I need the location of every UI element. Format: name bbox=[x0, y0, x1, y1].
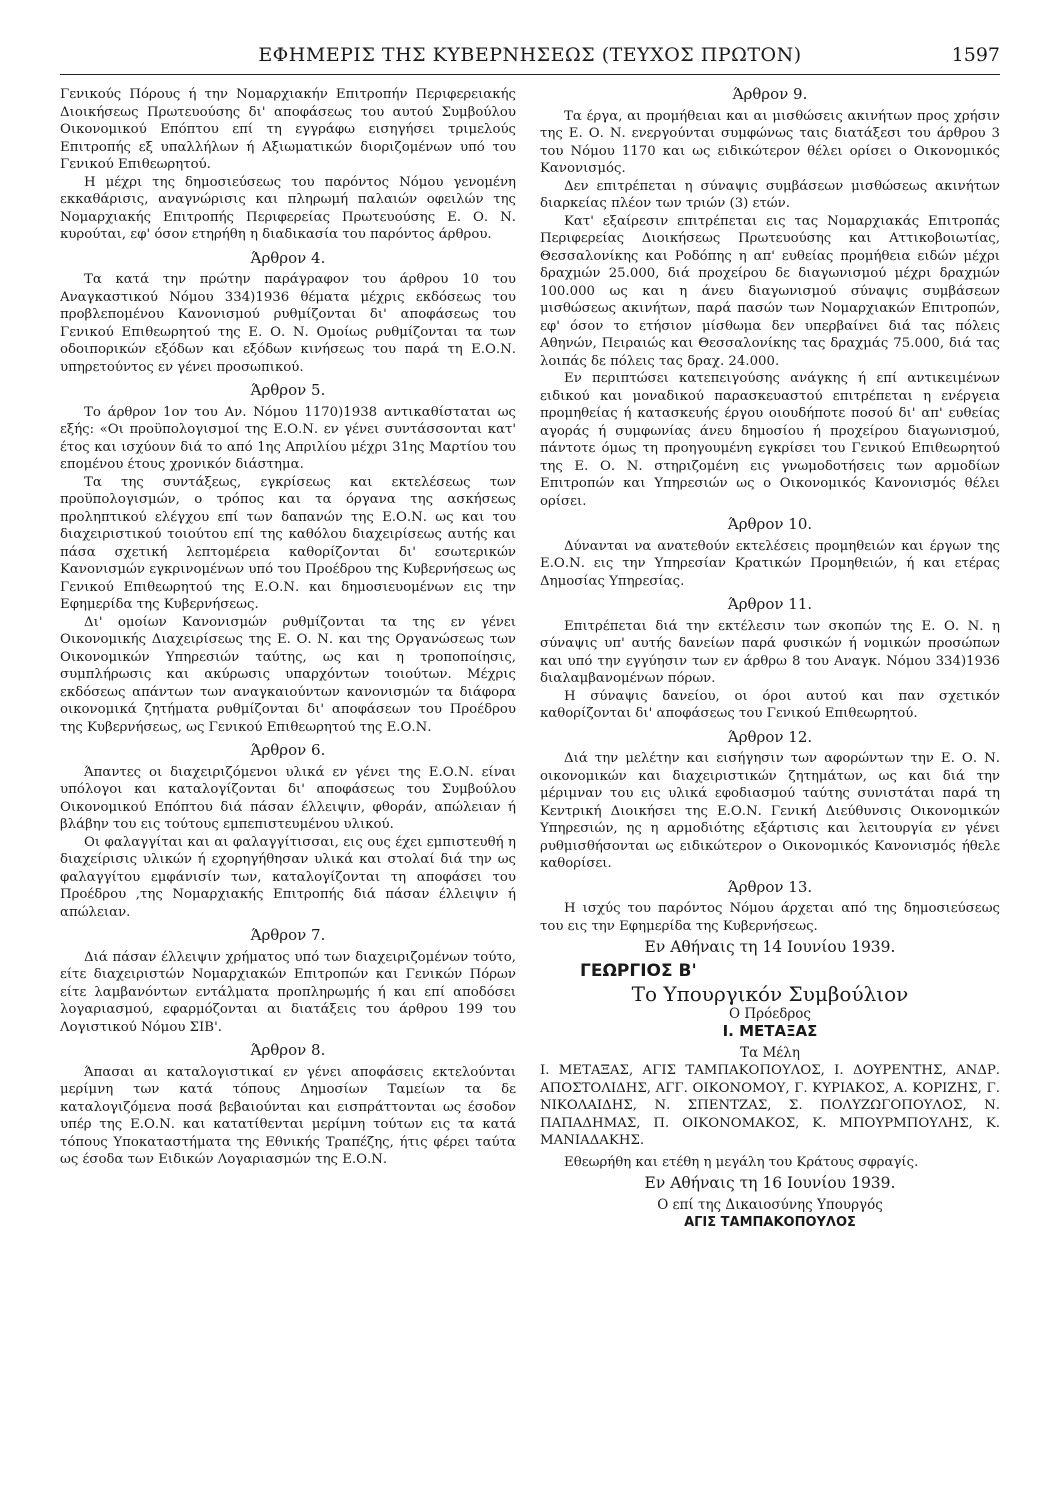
article-heading: Άρθρον 9. bbox=[732, 85, 808, 103]
paragraph: Άπαντες οι διαχειριζόμενοι υλικά εν γένει της Ε.Ο.Ν. είναι υπόλογοι και καταλογίζονται δι' αποφάσεως του Συμβούλου Οικονομικού Επόπτου διά πάσαν έλλειψιν, φθοράν, απώλειαν ή βλάβην του εις τούτους εμπεπιστευμένου υλικού. bbox=[60, 764, 516, 832]
seal-note: Εθεωρήθη και ετέθη η μεγάλη του Κράτους σφραγίς. bbox=[564, 1154, 919, 1170]
paragraph: Κατ' εξαίρεσιν επιτρέπεται εις τας Νομαρχιακάς Επιτροπάς Περιφερείας Διοικήσεως Πρωτευούσης και Αττικοβοιωτίας, Θεσσαλονίκης και Ροδόπης η απ' ευθείας προμήθεια ειδών μέχρι δραχμών 25.000, διά προχείρου δε διαγωνισμού μέχρι δραχμών 100.000 ως και η άνευ διαγωνισμού σύναψις συμβάσεων μισθώσεως ακινήτων, παρά πασών των Νομαρχιακών Επιτροπών, εφ' όσον το ετήσιον μίσθωμα δεν υπερβαίνει διά τας πόλεις Αθηνών, Πειραιώς και Θεσσαλονίκης τας δραχμάς 75.000, διά τας λοιπάς δε πόλεις τας δραχ. 24.000. bbox=[540, 213, 1000, 369]
enactment-date: Εν Αθήναις τη 14 Ιουνίου 1939. bbox=[644, 938, 896, 956]
article-heading: Άρθρον 4. bbox=[250, 248, 326, 267]
paragraph: Τα έργα, αι προμήθειαι και αι μισθώσεις ακινήτων προς χρήσιν της Ε. Ο. Ν. ενεργούνται συμφώνως ταις διατάξεσι του άρθρου 3 του Νόμου 1170 και ως ειδικώτερον θέλει ορίσει ο Οικονομικός Κανονισμός. bbox=[540, 108, 1000, 176]
paragraph: Δι' ομοίων Κανονισμών ρυθμίζονται τα της εν γένει Οικονομικής Διαχειρίσεως της Ε. Ο. Ν. και της Οργανώσεως των Οικονομικών Υπηρεσιών ταύτης, ως και η τροποποίησις, συμπλήρωσις και ακύρωσις υπαρχόντων τοιούτων. Μέχρις εκδόσεως απάντων των αναγκαιούντων κανονισμών τα διάφορα οικονομικά ζητήματα ρυθμίζονται δι' αποφάσεων του Προέδρου της Κυβερνήσεως, ως Γενικού Επιθεωρητού της Ε.Ο.Ν. bbox=[60, 614, 516, 735]
article-heading: Άρθρον 13. bbox=[727, 877, 813, 896]
article-heading: Άρθρον 8. bbox=[250, 1041, 326, 1059]
paragraph: Γενικούς Πόρους ή την Νομαρχιακήν Επιτροπήν Περιφερειακής Διοικήσεως Πρωτευούσης δι' αποφάσεως του αυτού Συμβούλου Οικονομικού Επόπτου επί τη εγγράφω εισηγήσει τριμελούς Επιτροπής εξ υπαλλήλων ή Αξιωματικών διοριζομένων υπό του Γενικού Επιθεωρητού. bbox=[60, 87, 516, 172]
seal-date: Εν Αθήναις τη 16 Ιουνίου 1939. bbox=[644, 1174, 896, 1192]
left-column bbox=[60, 86, 516, 1169]
article-heading: Άρθρον 10. bbox=[727, 515, 813, 533]
president-name: Ι. ΜΕΤΑΞΑΣ bbox=[722, 1022, 818, 1040]
minister-label: Ο επί της Δικαιοσύνης Υπουργός bbox=[657, 1196, 883, 1213]
article-heading: Άρθρον 6. bbox=[250, 741, 326, 759]
members-label: Τα Μέλη bbox=[740, 1044, 800, 1061]
minister-name: ΑΓΙΣ ΤΑΜΠΑΚΟΠΟΥΛΟΣ bbox=[684, 1215, 856, 1230]
president-label: Ο Πρόεδρος bbox=[729, 1005, 811, 1022]
council-heading: Το Υπουργικόν Συμβούλιον bbox=[631, 982, 909, 1006]
article-heading: Άρθρον 11. bbox=[727, 595, 813, 613]
paragraph: Η σύναψις δανείου, οι όροι αυτού και παν σχετικόν καθορίζονται δι' αποφάσεως του Γενικού Επιθεωρητού. bbox=[540, 688, 1000, 721]
article-heading: Άρθρον 12. bbox=[727, 727, 813, 746]
gazette-title: ΕΦΗΜΕΡΙΣ ΤΗΣ ΚΥΒΕΡΝΗΣΕΩΣ (ΤΕΥΧΟΣ ΠΡΩΤΟΝ) bbox=[258, 44, 802, 66]
paragraph: Οι φαλαγγίται και αι φαλαγγίτισσαι, εις ους έχει εμπιστευθή η διαχείρισις υλικών ή εχορηγήθησαν υλικά και στολαί διά την ως φαλαγγίτου εμφάνισίν των, καταλογίζονται τη αποφάσει του Προέδρου ,της Νομαρχιακής Επιτροπής διά πάσαν έλλειψιν ή απώλειαν. bbox=[60, 834, 516, 920]
king-signature: ΓΕΩΡΓΙΟΣ Β' bbox=[580, 960, 697, 981]
right-column bbox=[540, 86, 1000, 1232]
paragraph: Το άρθρον 1ον του Αν. Νόμου 1170)1938 αντικαθίσταται ως εξής: «Οι προϋπολογισμοί της Ε.Ο.Ν. εν γένει συντάσσονται κατ' έτος και ισχύουν διά το από 1ης Απριλίου μέχρι 31ης Μαρτίου του επομένου έτους χρονικόν διάστημα. bbox=[60, 404, 516, 472]
paragraph: Άπασαι αι καταλογιστικαί εν γένει αποφάσεις εκτελούνται μερίμνη των κατά τόπους Δημοσίων Ταμείων τα δε καταλογιζόμενα ποσά βεβαιούνται και εισπράττονται ως έσοδον υπέρ της Ε.Ο.Ν. και κατατίθενται μερίμνη τούτων εις τα κατά τόπους Υποκαταστήματα της Εθνικής Τραπέζης, ήτις φέρει ταύτα ως έσοδα των Ειδικών Λογαριασμών της Ε.Ο.Ν. bbox=[60, 1064, 516, 1167]
header-rule bbox=[60, 74, 1000, 75]
paragraph: Δύνανται να ανατεθούν εκτελέσεις προμηθειών και έργων της Ε.Ο.Ν. εις την Υπηρεσίαν Κρατικών Προμηθειών, ή και ετέρας Δημοσίας Υπηρεσίας. bbox=[540, 538, 1000, 589]
members-list: Ι. ΜΕΤΑΞΑΣ, ΑΓΙΣ ΤΑΜΠΑΚΟΠΟΥΛΟΣ, Ι. ΔΟΥΡΕΝΤΗΣ, ΑΝΔΡ. ΑΠΟΣΤΟΛΙΔΗΣ, ΑΓΓ. ΟΙΚΟΝΟΜΟΥ, Γ. ΚΥΡΙΑΚΟΣ, Α. ΚΟΡΙΖΗΣ, Γ. ΝΙΚΟΛΑΙΔΗΣ, Ν. ΣΠΕΝΤΖΑΣ, Σ. ΠΟΛΥΖΩΓΟΠΟΥΛΟΣ, Ν. ΠΑΠΑΔΗΜΑΣ, Π. ΟΙΚΟΝΟΜΑΚΟΣ, Κ. ΜΠΟΥΡΜΠΟΥΛΗΣ, Κ. ΜΑΝΙΑΔΑΚΗΣ. bbox=[540, 1063, 1000, 1148]
page-number: 1597 bbox=[951, 44, 1000, 66]
paragraph: Τα της συντάξεως, εγκρίσεως και εκτελέσεως των προϋπολογισμών, ο τρόπος και τα όργανα της ασκήσεως προληπτικού ελέγχου επί των δαπανών της Ε.Ο.Ν. ως και του διαχειριστικού τοιούτου επί της καθόλου διαχειρίσεως αυτής και πάσα σχετική λεπτομέρεια καθορίζονται δι' εσωτερικών Κανονισμών εγκρινομένων υπό του Προέδρου της Κυβερνήσεως ως Γενικού Επιθεωρητού της Ε.Ο.Ν. και δημοσιευομένων εις την Εφημερίδα της Κυβερνήσεως. bbox=[60, 474, 516, 612]
paragraph: Η μέχρι της δημοσιεύσεως του παρόντος Νόμου γενομένη εκκαθάρισις, αναγνώρισις και πληρωμή παλαιών οφειλών της Νομαρχιακής Επιτροπής Περιφερείας Πρωτευούσης Ε. Ο. Ν. κυρούται, εφ' όσον ετηρήθη η διαδικασία του παρόντος άρθρου. bbox=[60, 174, 516, 242]
paragraph: Επιτρέπεται διά την εκτέλεσιν των σκοπών της Ε. Ο. Ν. η σύναψις υπ' αυτής δανείων παρά φυσικών ή νομικών προσώπων και υπό την εγγύησιν των εν άρθρω 8 του Αναγκ. Νόμου 334)1936 διαλαμβανομένων πόρων. bbox=[540, 618, 1000, 686]
paragraph: Διά την μελέτην και εισήγησιν των αφορώντων την Ε. Ο. Ν. οικονομικών και διαχειριστικών ζητημάτων, ως και διά την μέριμναν του εις υλικά εφοδιασμού ταύτης συνιστάται παρά τη Κεντρική Διοικήσει της Ε.Ο.Ν. Γενική Διεύθυνσις Οικονομικών Υπηρεσιών, ης η αρμοδιότης εξάρτισις και λειτουργία εν γένει ρυθμισθήσονται ως ειδικώτερον ο Οικονομικός Κανονισμός ήθελε καθορίσει. bbox=[540, 751, 1000, 871]
paragraph: Η ισχύς του παρόντος Νόμου άρχεται από της δημοσιεύσεως του εις την Εφημερίδα της Κυβερνήσεως. bbox=[540, 901, 1000, 934]
article-heading: Άρθρον 5. bbox=[250, 381, 326, 399]
paragraph: Διά πάσαν έλλειψιν χρήματος υπό των διαχειριζομένων τούτο, είτε διαχειριστών Νομαρχιακών Επιτροπών και Γενικών Πόρων είτε λαμβανόντων εντάλματα προπληρωμής ή και επί αποδόσει λογαριασμού, εφαρμόζονται αι διατάξεις του άρθρου 199 του Λογιστικού Νόμου ΣΙΒ'. bbox=[60, 949, 516, 1035]
page-header bbox=[60, 44, 1000, 74]
paragraph: Δεν επιτρέπεται η σύναψις συμβάσεων μισθώσεως ακινήτων διαρκείας πλέον των τριών (3) ετών. bbox=[540, 178, 1000, 211]
paragraph: Τα κατά την πρώτην παράγραφον του άρθρου 10 του Αναγκαστικού Νόμου 334)1936 θέματα μέχρις εκδόσεως του προβλεπομένου Κανονισμού ρυθμίζονται δι' αποφάσεως του Γενικού Επιθεωρητού της Ε. Ο. Ν. Ομοίως ρυθμίζονται τα των οδοιπορικών εξόδων και εξόδων κινήσεως του παρά τη Ε.Ο.Ν. υπηρετούντος εν γένει προσωπικού. bbox=[60, 272, 516, 375]
article-heading: Άρθρον 7. bbox=[250, 926, 326, 944]
paragraph: Εν περιπτώσει κατεπειγούσης ανάγκης ή επί αντικειμένων ειδικού και μοναδικού παρασκευαστού επιτρέπεται η ενέργεια προμηθείας ή κατασκευής έργου οιουδήποτε ποσού δι' απ' ευθείας αγοράς ή συμφωνίας άνευ δημοσίου ή προχείρου διαγωνισμού, πάντοτε όμως τη προηγουμένη εγκρίσει του Γενικού Επιθεωρητού της Ε. Ο. Ν. στηριζομένη εις γνωμοδοτήσεις των αρμοδίων Επιτροπών και Υπηρεσιών ως ο Οικονομικός Κανονισμός θέλει ορίσει. bbox=[540, 371, 1000, 509]
